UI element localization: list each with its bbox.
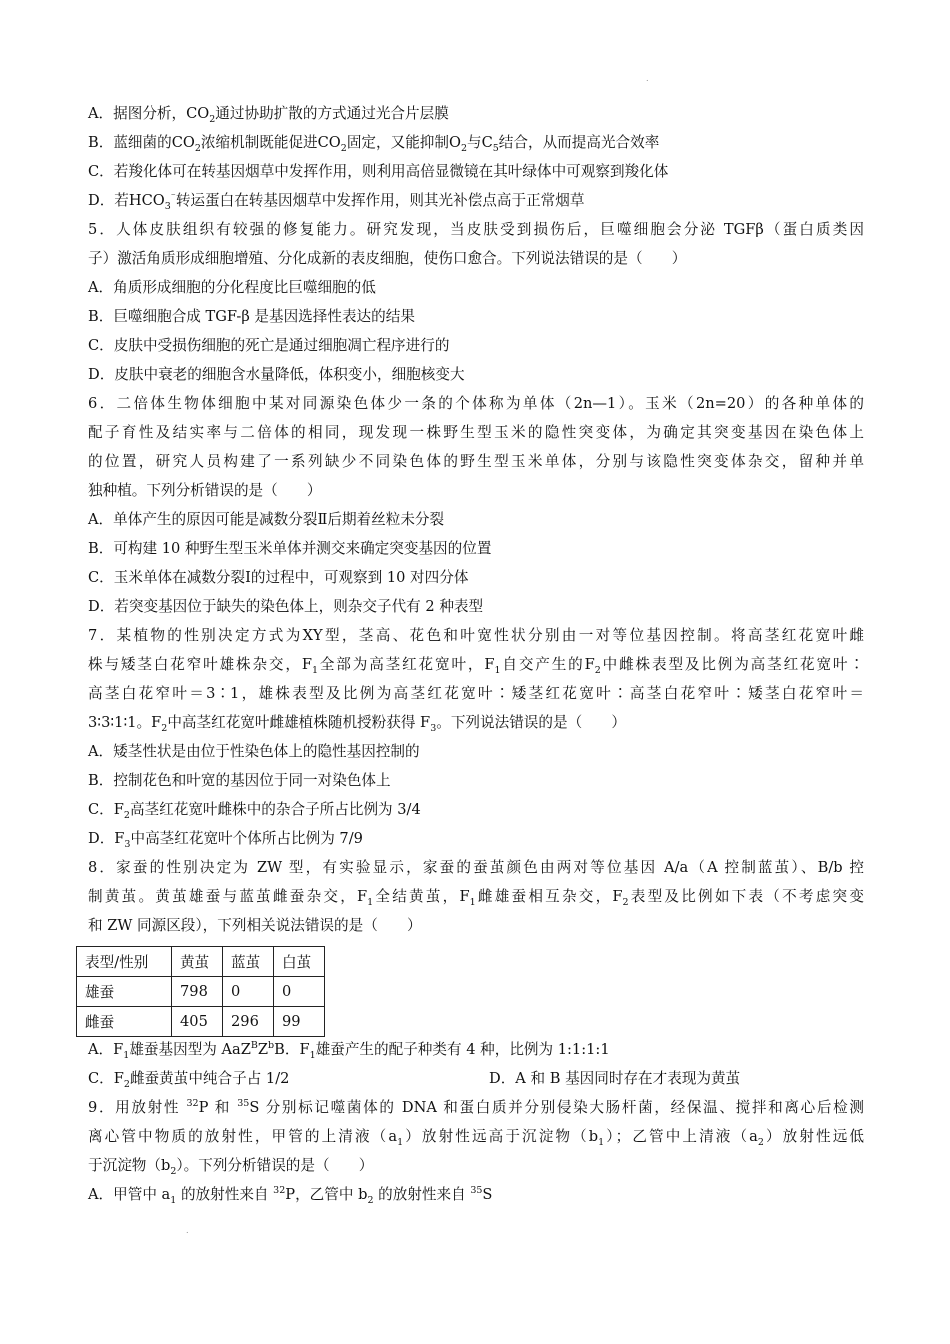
table-header-cell: 表型/性别 [77, 947, 172, 977]
q6-option-d: D．若突变基因位于缺失的染色体上，则杂交子代有 2 种表型 [88, 598, 484, 615]
q5-stem-line2: 子）激活角质形成细胞增殖、分化成新的表皮细胞，使伤口愈合。下列说法错误的是（ ） [88, 250, 687, 267]
q7-option-c: C．$F_2$高茎红花宽叶雌株中的杂合子所占比例为 3/4 [88, 801, 421, 821]
scan-dot: . [186, 1226, 189, 1235]
q7-stem-line4: 3∶3∶1∶1。$F_2$中高茎红花宽叶雌雄植株随机授粉获得 $F_3$。下列说法错误的是（ ） [88, 714, 626, 734]
table-cell: 雌蚕 [77, 1007, 172, 1037]
table-cell: 0 [223, 977, 274, 1007]
q6-option-a: A．单体产生的原因可能是减数分裂Ⅱ后期着丝粒未分裂 [88, 511, 445, 528]
q8-option-ab: A．$F_1$雄蚕基因型为 $AaZ^BZ^bB$．$F_1$雄蚕产生的配子种类有 4 种，比例为 1:1:1:1 [88, 1040, 610, 1061]
q8-data-table [76, 946, 325, 1037]
q6-option-b: B．可构建 10 种野生型玉米单体并测交来确定突变基因的位置 [88, 540, 492, 557]
q7-option-d: D．$F_3$中高茎红花宽叶个体所占比例为 7/9 [88, 830, 363, 850]
q8-stem-line1: 8．家蚕的性别决定为 ZW 型，有实验显示，家蚕的蚕茧颜色由两对等位基因 A/a（A 控制蓝茧）、B/b 控 [88, 859, 864, 876]
table-cell: 798 [172, 977, 223, 1007]
q4-option-c: C．若羧化体可在转基因烟草中发挥作用，则利用高倍显微镜在其叶绿体中可观察到羧化体 [88, 163, 669, 180]
table-cell: 0 [274, 977, 325, 1007]
q6-stem-line4: 独种植。下列分析错误的是（ ） [88, 482, 322, 499]
q4-option-a: A．据图分析，$CO_2$通过协助扩散的方式通过光合片层膜 [88, 105, 449, 125]
table-header-row [77, 947, 325, 977]
q7-option-a: A．矮茎性状是由位于性染色体上的隐性基因控制的 [88, 743, 420, 760]
table-cell: 405 [172, 1007, 223, 1037]
q5-stem-line1: 5．人体皮肤组织有较强的修复能力。研究发现，当皮肤受到损伤后，巨噬细胞会分泌 TGFβ（蛋白质类因 [88, 221, 864, 238]
q8-stem-line3: 和 ZW 同源区段），下列相关说法错误的是（ ） [88, 917, 422, 934]
q4-option-b: B．蓝细菌的$CO_2$浓缩机制既能促进$CO_2$固定，又能抑制$O_2$与$C_5$结合，从而提高光合效率 [88, 134, 660, 154]
table-cell: 296 [223, 1007, 274, 1037]
table-cell: 99 [274, 1007, 325, 1037]
q5-option-c: C．皮肤中受损伤细胞的死亡是通过细胞凋亡程序进行的 [88, 337, 450, 354]
q7-stem-line2: 株与矮茎白花窄叶雄株杂交，$F_1$全部为高茎红花宽叶，$F_1$自交产生的$F_2$中雌株表型及比例为高茎红花宽叶∶ [88, 656, 864, 676]
q8-option-d: D．A 和 B 基因同时存在才表现为黄茧 [489, 1070, 741, 1087]
q9-stem-line3: 于沉淀物$(b_2)$。下列分析错误的是（ ） [88, 1157, 374, 1177]
q9-option-a: A．甲管中 $a_1$ 的放射性来自 $^{32}$P，乙管中 $b_2$ 的放射性来自 $^{35}$S [88, 1185, 493, 1206]
q9-stem-line2: 离心管中物质的放射性，甲管的上清液$(a_1)$放射性远高于沉淀物$(b_1)$；乙管中上清液$(a_2)$放射性远低 [88, 1128, 865, 1148]
q5-option-a: A．角质形成细胞的分化程度比巨噬细胞的低 [88, 279, 376, 296]
q8-stem-line2: 制黄茧。黄茧雄蚕与蓝茧雌蚕杂交，$F_1$全结黄茧，$F_1$雌雄蚕相互杂交，$F_2$表型及比例如下表（不考虑突变 [88, 888, 864, 908]
table-row [77, 977, 325, 1007]
table-header-cell: 白茧 [274, 947, 325, 977]
q7-option-b: B．控制花色和叶宽的基因位于同一对染色体上 [88, 772, 391, 789]
q6-stem-line1: 6．二倍体生物体细胞中某对同源染色体少一条的个体称为单体（2n—1）。玉米（2n=20）的各种单体的 [88, 395, 864, 412]
table-row [77, 1007, 325, 1037]
q7-stem-line3: 高茎白花窄叶＝3∶1，雄株表型及比例为高茎红花宽叶∶矮茎红花宽叶∶高茎白花窄叶∶矮茎白花窄叶＝ [88, 685, 864, 702]
table-header-cell: 黄茧 [172, 947, 223, 977]
q6-stem-line2: 配子育性及结实率与二倍体的相同，现发现一株野生型玉米的隐性突变体，为确定其突变基因在染色体上 [88, 424, 864, 441]
q6-stem-line3: 的位置，研究人员构建了一系列缺少不同染色体的野生型玉米单体，分别与该隐性突变体杂交，留种并单 [88, 453, 864, 470]
q4-option-d: D．若$HCO_3^{^-}$转运蛋白在转基因烟草中发挥作用，则其光补偿点高于正常烟草 [88, 191, 585, 212]
q9-stem-line1: 9．用放射性 $^{32}$P 和 $^{35}$S 分别标记噬菌体的 DNA 和蛋白质并分别侵染大肠杆菌，经保温、搅拌和离心后检测 [88, 1098, 864, 1116]
q5-option-d: D．皮肤中衰老的细胞含水量降低，体积变小，细胞核变大 [88, 366, 465, 383]
scan-dot: . [646, 74, 649, 83]
q7-stem-line1: 7．某植物的性别决定方式为XY型，茎高、花色和叶宽性状分别由一对等位基因控制。将高茎红花宽叶雌 [88, 627, 864, 644]
q5-option-b: B．巨噬细胞合成 TGF-β 是基因选择性表达的结果 [88, 308, 415, 325]
q6-option-c: C．玉米单体在减数分裂Ⅰ的过程中，可观察到 10 对四分体 [88, 569, 469, 586]
table-header-cell: 蓝茧 [223, 947, 274, 977]
q8-option-c: C．$F_2$雌蚕黄茧中纯合子占 1/2 [88, 1070, 290, 1090]
table-cell: 雄蚕 [77, 977, 172, 1007]
